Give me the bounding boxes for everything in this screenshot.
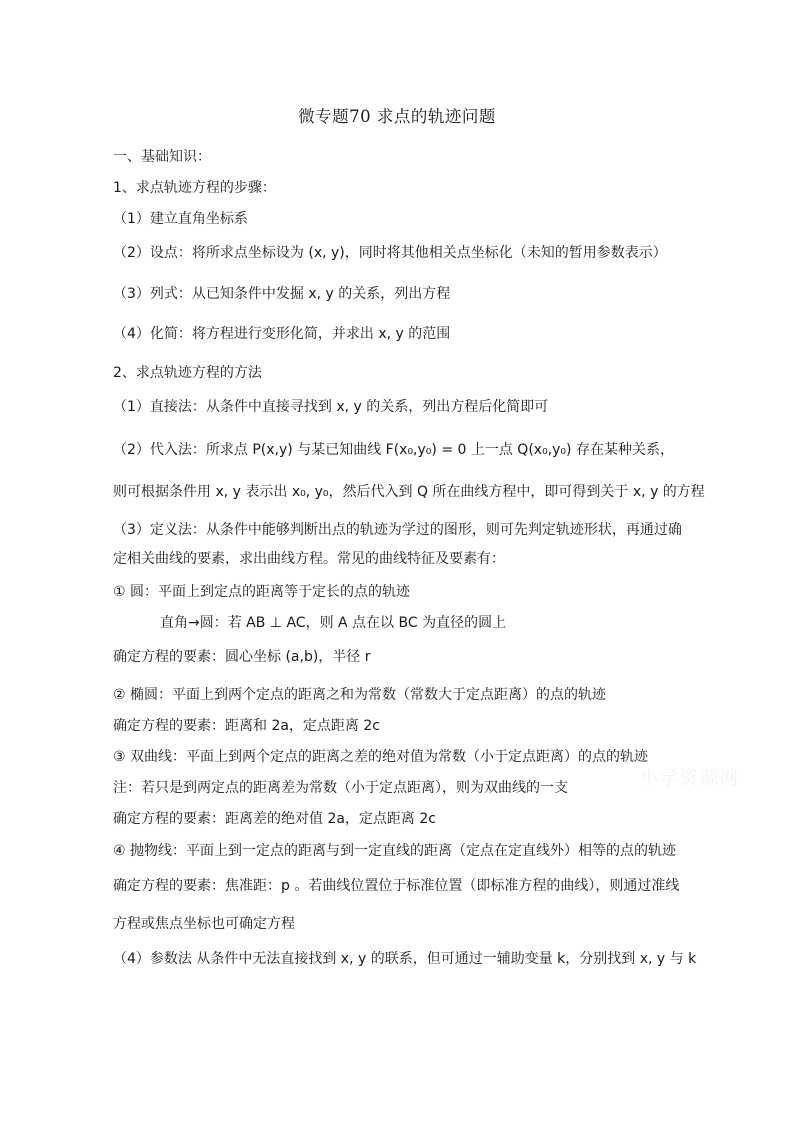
subsection-heading: 2、求点轨迹方程的方法 [113,365,262,381]
text-line: 确定方程的要素：距离和 2a，定点距离 2c [113,718,380,734]
section-heading: 一、基础知识： [113,149,211,165]
text-line: 注：若只是到两定点的距离差为常数（小于定点距离），则为双曲线的一支 [113,780,568,796]
text-line: 确定方程的要素：圆心坐标 (a,b)，半径 r [113,649,371,665]
text-line: ② 椭圆：平面上到两个定点的距离之和为常数（常数大于定点距离）的点的轨迹 [113,687,606,703]
text-line: （2）代入法：所求点 P(x,y) 与某已知曲线 F(x₀,y₀) = 0 上一点 Q(x₀,y₀) 存在某种关系， [113,442,674,458]
text-line: 确定方程的要素：焦准距：p 。若曲线位置位于标准位置（即标准方程的曲线），则通过准线 [113,878,680,894]
watermark: 小学资源网 [640,768,740,789]
text-line: 方程或焦点坐标也可确定方程 [113,916,295,932]
text-line: 定相关曲线的要素，求出曲线方程。常见的曲线特征及要素有： [113,551,505,567]
text-line: ① 圆：平面上到定点的距离等于定长的点的轨迹 [113,584,410,600]
text-line: （3）定义法：从条件中能够判断出点的轨迹为学过的图形，则可先判定轨迹形状，再通过确 [113,522,682,538]
text-line: （1）建立直角坐标系 [113,211,248,227]
text-line: 则可根据条件用 x, y 表示出 x₀, y₀，然后代入到 Q 所在曲线方程中，即可得到关于 x, y 的方程 [113,484,705,500]
subsection-heading: 1、求点轨迹方程的步骤： [113,180,276,196]
text-line: 直角→圆：若 AB ⊥ AC，则 A 点在以 BC 为直径的圆上 [160,615,507,631]
text-line: （2）设点：将所求点坐标设为 (x, y)，同时将其他相关点坐标化（未知的暂用参数表示） [113,245,667,261]
text-line: （1）直接法：从条件中直接寻找到 x, y 的关系，列出方程后化简即可 [113,399,549,415]
text-line: （3）列式：从已知条件中发掘 x, y 的关系，列出方程 [113,286,451,302]
text-line: （4）化简：将方程进行变形化简，并求出 x, y 的范围 [113,326,451,342]
text-line: ③ 双曲线：平面上到两个定点的距离之差的绝对值为常数（小于定点距离）的点的轨迹 [113,749,648,765]
page-title: 微专题70 求点的轨迹问题 [298,107,496,126]
text-line: 确定方程的要素：距离差的绝对值 2a，定点距离 2c [113,811,436,827]
text-line: ④ 抛物线：平面上到一定点的距离与到一定直线的距离（定点在定直线外）相等的点的轨迹 [113,843,676,859]
text-line: （4）参数法 从条件中无法直接找到 x, y 的联系，但可通过一辅助变量 k，分别找到 x, y 与 k [113,951,697,967]
